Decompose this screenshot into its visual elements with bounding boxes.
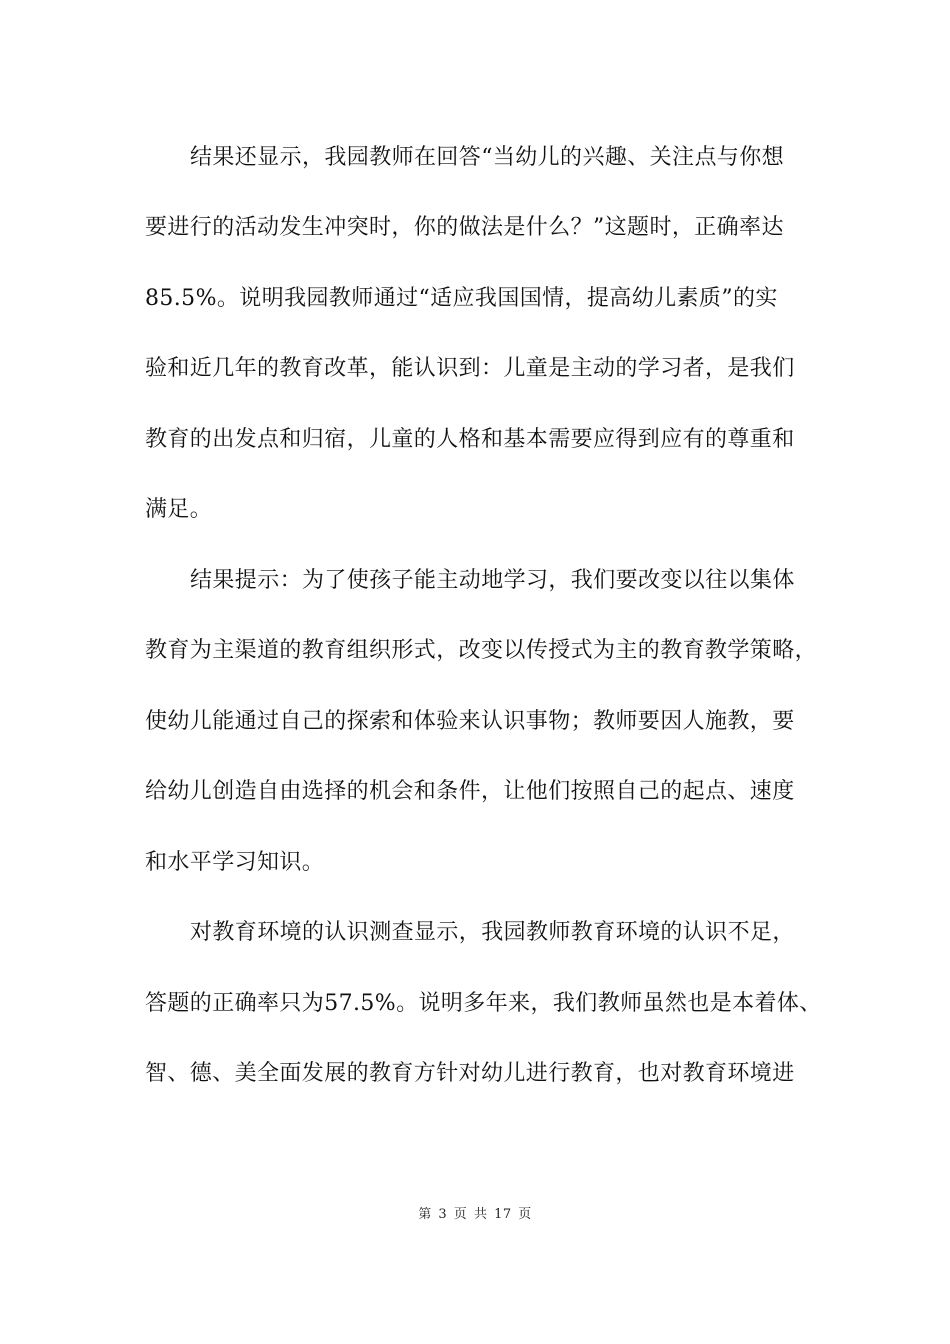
paragraph-2-line-2: 教育为主渠道的教育组织形式，改变以传授式为主的教育教学策略， [145,638,818,663]
paragraph-2-line-5: 和水平学习知识。 [145,850,325,875]
paragraph-1-line-2: 要进行的活动发生冲突时，你的做法是什么？”这题时，正确率达 [145,215,784,240]
paragraph-2-line-1: 结果提示：为了使孩子能主动地学习，我们要改变以往以集体 [190,568,795,593]
paragraph-2-line-4: 给幼儿创造自由选择的机会和条件，让他们按照自己的起点、速度 [145,779,795,804]
footer-total-pages: 17 [494,1207,512,1222]
paragraph-3-line-1: 对教育环境的认识测查显示，我园教师教育环境的认识不足， [190,920,795,945]
paragraph-1-line-4: 验和近几年的教育改革，能认识到：儿童是主动的学习者，是我们 [145,356,795,381]
footer-prefix: 第 [418,1207,432,1222]
footer-suffix: 页 [518,1207,532,1222]
paragraph-1-line-1: 结果还显示，我园教师在回答“当幼儿的兴趣、关注点与你想 [190,145,785,170]
paragraph-1-line-5: 教育的出发点和归宿，儿童的人格和基本需要应得到应有的尊重和 [145,427,795,452]
footer-page-word: 页 [453,1207,468,1222]
footer-total-word: 共 [473,1207,488,1222]
paragraph-1-line-6: 满足。 [145,497,213,522]
footer-page-number: 3 [438,1207,448,1222]
paragraph-3-line-2: 答题的正确率只为57.5%。说明多年来，我们教师虽然也是本着体、 [145,991,822,1016]
paragraph-1-line-3: 85.5%。说明我园教师通过“适应我国国情，提高幼儿素质”的实 [145,286,778,311]
paragraph-3-line-3: 智、德、美全面发展的教育方针对幼儿进行教育，也对教育环境进 [145,1061,795,1086]
page-footer [0,1206,950,1224]
paragraph-2-line-3: 使幼儿能通过自己的探索和体验来认识事物；教师要因人施教，要 [145,709,795,734]
